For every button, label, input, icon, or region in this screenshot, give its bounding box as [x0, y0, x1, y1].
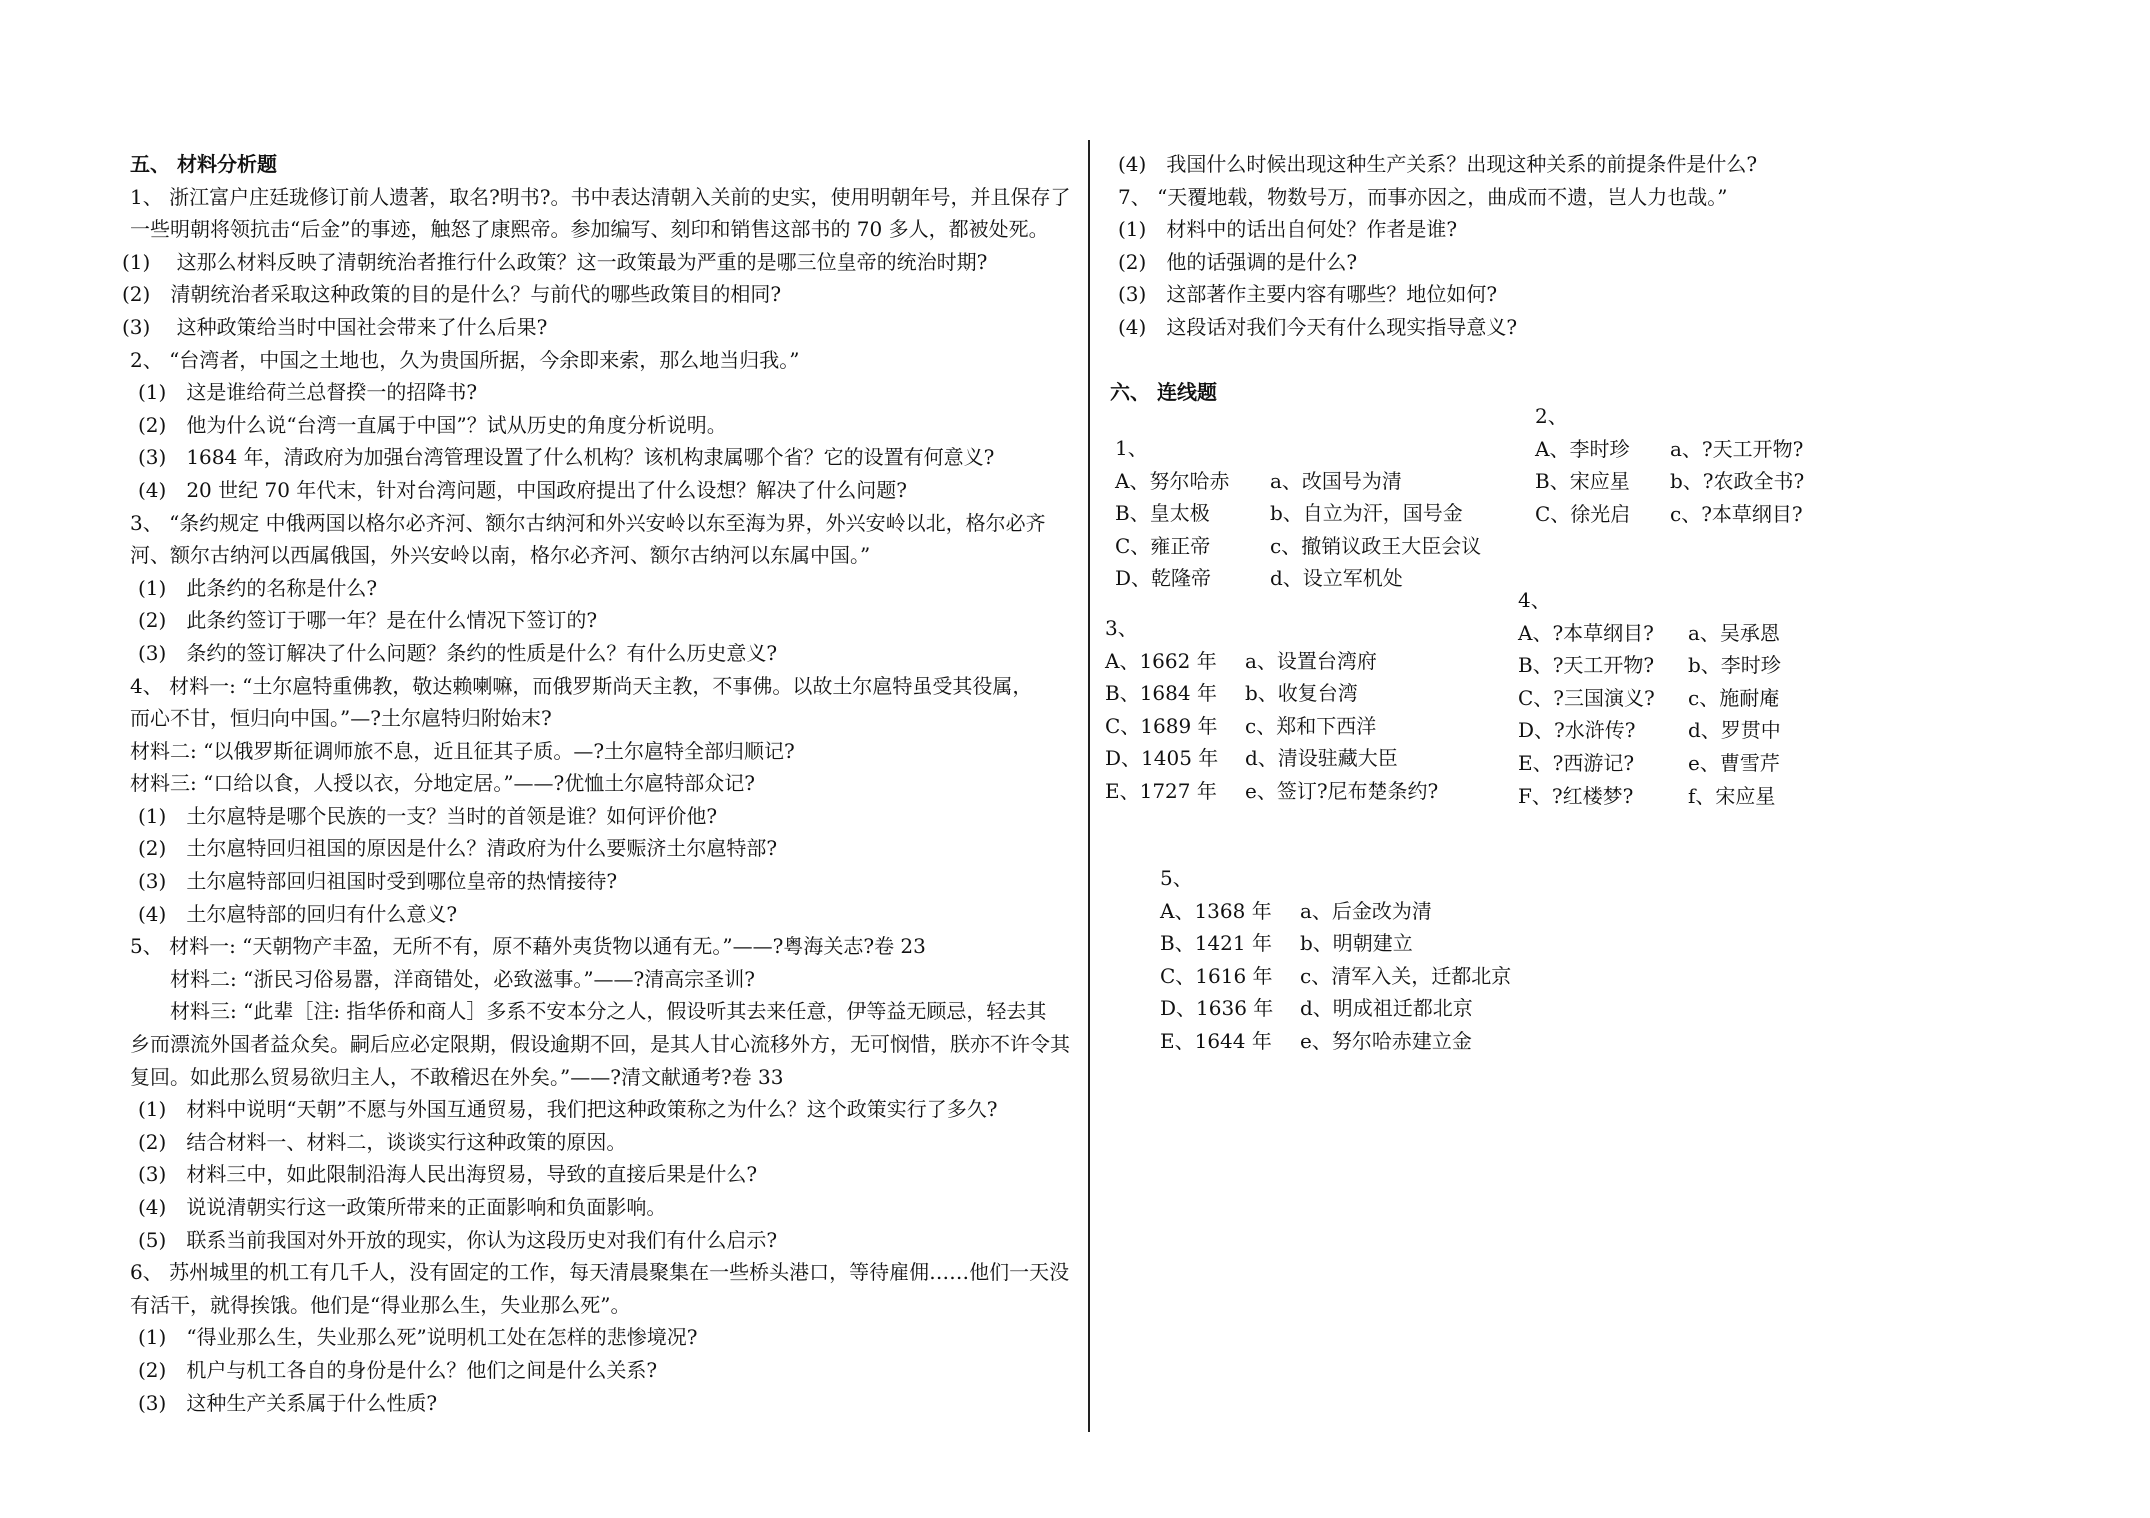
- q5-sub-3: (3) 材料三中，如此限制沿海人民出海贸易，导致的直接后果是什么?: [138, 1162, 758, 1187]
- q4-sub-1: (1) 土尔扈特是哪个民族的一支？当时的首领是谁？如何评价他?: [138, 803, 718, 828]
- matching-group-3: [1105, 612, 1439, 808]
- q1-sub-2: (2) 清朝统治者采取这种政策的目的是什么？与前代的哪些政策目的相同?: [122, 282, 782, 307]
- q7-sub-1: (1) 材料中的话出自何处？作者是谁?: [1118, 217, 1458, 242]
- q5-material-3-cont-2: 复回。如此那么贸易欲归主人，不敢稽迟在外矣。”——?清文献通考?卷 33: [130, 1064, 784, 1089]
- matching-number: 1、: [1115, 436, 1148, 460]
- q4-material-3: 材料三: “口给以食，人授以衣，分地定居。”——?优恤土尔扈特部众记?: [130, 771, 755, 796]
- matching-left-item: A、1662 年: [1105, 648, 1217, 673]
- q5-sub-4: (4) 说说清朝实行这一政策所带来的正面影响和负面影响。: [138, 1195, 667, 1219]
- matching-group-4: [1518, 584, 1781, 812]
- q6-sub-4: (4) 我国什么时候出现这种生产关系？出现这种关系的前提条件是什么?: [1118, 152, 1758, 176]
- q4-line-1: 4、 材料一: “土尔扈特重佛教，敬达赖喇嘛，而俄罗斯尚天主教，不事佛。以故土尔扈特虽受其役属，: [130, 673, 1033, 698]
- matching-row: [1115, 497, 1463, 530]
- matching-row: [1115, 465, 1402, 498]
- matching-row: [1160, 992, 1473, 1025]
- q6-line-1: 6、 苏州城里的机工有几千人，没有固定的工作，每天清晨聚集在一些桥头港口，等待雇佣……他们一天没: [130, 1260, 1070, 1285]
- column-divider: [1088, 140, 1090, 1432]
- q3-sub-1: (1) 此条约的名称是什么?: [138, 575, 378, 600]
- matching-group-2: [1535, 400, 1805, 530]
- matching-left-item: C、1689 年: [1105, 713, 1218, 738]
- matching-left-item: D、?水浒传?: [1518, 718, 1636, 743]
- q7-line-1: 7、 “天覆地载，物数号万，而事亦因之，曲成而不遗，岂人力也哉。”: [1118, 184, 1728, 209]
- q5-material-2: 材料二: “浙民习俗易嚣，洋商错处，必致滋事。”——?清高宗圣训?: [170, 966, 755, 991]
- q3-sub-3: (3) 条约的签订解决了什么问题？条约的性质是什么？有什么历史意义?: [138, 640, 778, 665]
- q7-sub-4: (4) 这段话对我们今天有什么现实指导意义?: [1118, 314, 1518, 339]
- matching-row: [1518, 617, 1780, 650]
- q3-sub-2: (2) 此条约签订于哪一年？是在什么情况下签订的?: [138, 608, 598, 633]
- matching-left-item: F、?红楼梦?: [1518, 783, 1634, 808]
- matching-left-item: B、1421 年: [1160, 931, 1272, 956]
- q1-line-1: 1、 浙江富户庄廷珑修订前人遗著，取名?明书?。书中表达清朝入关前的史实，使用明朝年号，并且保存了: [130, 184, 1071, 209]
- matching-right-item: c、?本草纲目?: [1670, 501, 1803, 526]
- matching-row: [1115, 562, 1403, 595]
- matching-left-item: B、?天工开物?: [1518, 653, 1655, 678]
- matching-left-item: B、宋应星: [1535, 469, 1630, 494]
- matching-row: [1115, 530, 1482, 563]
- q4-material-2: 材料二: “以俄罗斯征调师旅不息，近且征其子质。—?土尔扈特全部归顺记?: [130, 738, 795, 763]
- matching-row: [1518, 747, 1780, 780]
- q4-line-2: 而心不甘，恒归向中国。”—?土尔扈特归附始末?: [130, 706, 552, 731]
- matching-left-item: E、1727 年: [1105, 778, 1217, 803]
- matching-row: [1518, 780, 1776, 813]
- matching-number: 3、: [1105, 616, 1138, 640]
- matching-number: 4、: [1518, 588, 1551, 612]
- matching-row: [1105, 645, 1377, 678]
- q1-sub-1: (1) 这那么材料反映了清朝统治者推行什么政策？这一政策最为严重的是哪三位皇帝的统治时期?: [122, 249, 988, 274]
- q6-sub-2: (2) 机户与机工各自的身份是什么？他们之间是什么关系?: [138, 1357, 658, 1382]
- matching-row: [1105, 742, 1398, 775]
- matching-row: [1518, 714, 1781, 747]
- matching-right-item: c、撤销议政王大臣会议: [1270, 533, 1482, 558]
- q3-line-1: 3、 “条约规定 中俄两国以格尔必齐河、额尔古纳河和外兴安岭以东至海为界，外兴安岭以北，格尔必齐: [130, 510, 1046, 535]
- q5-sub-1: (1) 材料中说明“天朝”不愿与外国互通贸易，我们把这种政策称之为什么？这个政策实行了多久?: [138, 1097, 998, 1122]
- q2-line-1: 2、 “台湾者，中国之土地也，久为贵国所据，今余即来索，那么地当归我。”: [130, 347, 800, 372]
- q6-sub-3: (3) 这种生产关系属于什么性质?: [138, 1390, 438, 1415]
- matching-row: [1105, 775, 1439, 808]
- q1-sub-3: (3) 这种政策给当时中国社会带来了什么后果?: [122, 314, 548, 339]
- matching-right-item: c、施耐庵: [1688, 685, 1780, 710]
- q5-sub-5: (5) 联系当前我国对外开放的现实，你认为这段历史对我们有什么启示?: [138, 1227, 778, 1252]
- matching-right-item: d、清设驻藏大臣: [1245, 746, 1398, 771]
- matching-right-item: e、努尔哈赤建立金: [1300, 1028, 1472, 1053]
- matching-left-item: A、李时珍: [1535, 436, 1630, 461]
- matching-right-item: a、?天工开物?: [1670, 436, 1804, 461]
- matching-row: [1160, 895, 1432, 928]
- q1-line-2: 一些明朝将领抗击“后金”的事迹，触怒了康熙帝。参加编写、刻印和销售这部书的 70 多人，都被处死。: [130, 217, 1049, 242]
- matching-group-1: [1115, 432, 1482, 595]
- section-heading-material-analysis: 五、 材料分析题: [130, 152, 277, 176]
- matching-number: 5、: [1160, 866, 1193, 890]
- matching-row: [1535, 465, 1805, 498]
- matching-right-item: a、后金改为清: [1300, 898, 1432, 923]
- matching-left-item: D、乾隆帝: [1115, 566, 1212, 591]
- matching-right-item: d、罗贯中: [1688, 718, 1781, 743]
- matching-number: 2、: [1535, 404, 1568, 428]
- matching-right-item: a、吴承恩: [1688, 620, 1780, 645]
- q5-material-3: 材料三: “此辈［注: 指华侨和商人］多系不安本分之人，假设听其去来任意，伊等益无顾忌，轻去其: [170, 999, 1047, 1024]
- matching-row: [1160, 960, 1512, 993]
- q2-sub-3: (3) 1684 年，清政府为加强台湾管理设置了什么机构？该机构隶属哪个省？它的设置有何意义?: [138, 445, 995, 470]
- matching-right-item: b、自立为汗，国号金: [1270, 501, 1463, 526]
- section-heading-matching: 六、 连线题: [1110, 380, 1217, 405]
- matching-row: [1535, 433, 1804, 466]
- matching-right-item: c、清军入关，迁都北京: [1300, 963, 1512, 988]
- matching-left-item: B、皇太极: [1115, 501, 1210, 526]
- q6-sub-1: (1) “得业那么生，失业那么死”说明机工处在怎样的悲惨境况?: [138, 1325, 698, 1350]
- q5-material-3-cont-1: 乡而漂流外国者益众矣。嗣后应必定限期，假设逾期不回，是其人甘心流移外方，无可悯惜，朕亦不许令其: [130, 1032, 1070, 1057]
- matching-right-item: a、设置台湾府: [1245, 648, 1377, 673]
- matching-row: [1160, 1025, 1472, 1058]
- matching-right-item: b、李时珍: [1688, 653, 1781, 678]
- matching-right-item: e、签订?尼布楚条约?: [1245, 778, 1439, 803]
- matching-row: [1535, 498, 1803, 531]
- matching-left-item: D、1405 年: [1105, 746, 1219, 771]
- matching-right-item: b、收复台湾: [1245, 681, 1358, 706]
- q2-sub-4: (4) 20 世纪 70 年代末，针对台湾问题，中国政府提出了什么设想？解决了什么问题?: [138, 477, 908, 502]
- matching-right-item: c、郑和下西洋: [1245, 713, 1377, 738]
- matching-left-item: C、1616 年: [1160, 963, 1273, 988]
- matching-right-item: f、宋应星: [1688, 783, 1776, 808]
- matching-left-item: E、1644 年: [1160, 1028, 1272, 1053]
- matching-left-item: B、1684 年: [1105, 681, 1217, 706]
- q4-sub-3: (3) 土尔扈特部回归祖国时受到哪位皇帝的热情接待?: [138, 869, 618, 894]
- matching-row: [1160, 927, 1413, 960]
- matching-right-item: a、改国号为清: [1270, 468, 1402, 493]
- matching-left-item: E、?西游记?: [1518, 750, 1635, 775]
- q6-line-2: 有活干，就得挨饿。他们是“得业那么生，失业那么死”。: [130, 1292, 631, 1317]
- q5-sub-2: (2) 结合材料一、材料二，谈谈实行这种政策的原因。: [138, 1129, 627, 1154]
- matching-right-item: d、明成祖迁都北京: [1300, 996, 1473, 1021]
- q5-line-1: 5、 材料一: “天朝物产丰盈，无所不有，原不藉外夷货物以通有无。”——?粤海关志?卷 23: [130, 934, 926, 959]
- matching-row: [1105, 710, 1377, 743]
- matching-left-item: A、1368 年: [1160, 898, 1272, 923]
- matching-row: [1518, 682, 1780, 715]
- matching-row: [1105, 677, 1358, 710]
- matching-left-item: D、1636 年: [1160, 996, 1274, 1021]
- right-column: [1110, 148, 2100, 409]
- q7-sub-3: (3) 这部著作主要内容有哪些？地位如何?: [1118, 282, 1498, 307]
- q4-sub-4: (4) 土尔扈特部的回归有什么意义?: [138, 901, 458, 926]
- q3-line-2: 河、额尔古纳河以西属俄国，外兴安岭以南，格尔必齐河、额尔古纳河以东属中国。”: [130, 543, 871, 568]
- matching-row: [1518, 649, 1781, 682]
- q2-sub-1: (1) 这是谁给荷兰总督揆一的招降书?: [138, 380, 478, 405]
- matching-right-item: b、?农政全书?: [1670, 469, 1805, 494]
- matching-group-5: [1160, 862, 1512, 1058]
- matching-right-item: e、曹雪芹: [1688, 750, 1780, 775]
- matching-left-item: C、雍正帝: [1115, 533, 1211, 558]
- matching-left-item: C、徐光启: [1535, 501, 1631, 526]
- q7-sub-2: (2) 他的话强调的是什么?: [1118, 249, 1358, 274]
- matching-left-item: C、?三国演义?: [1518, 685, 1655, 710]
- q4-sub-2: (2) 土尔扈特回归祖国的原因是什么？清政府为什么要赈济土尔扈特部?: [138, 836, 778, 861]
- q2-sub-2: (2) 他为什么说“台湾一直属于中国”？试从历史的角度分析说明。: [138, 412, 727, 437]
- matching-right-item: b、明朝建立: [1300, 931, 1413, 956]
- matching-left-item: A、?本草纲目?: [1518, 620, 1654, 645]
- left-column: [122, 148, 1075, 1419]
- matching-left-item: A、努尔哈赤: [1115, 468, 1230, 493]
- matching-right-item: d、设立军机处: [1270, 566, 1403, 591]
